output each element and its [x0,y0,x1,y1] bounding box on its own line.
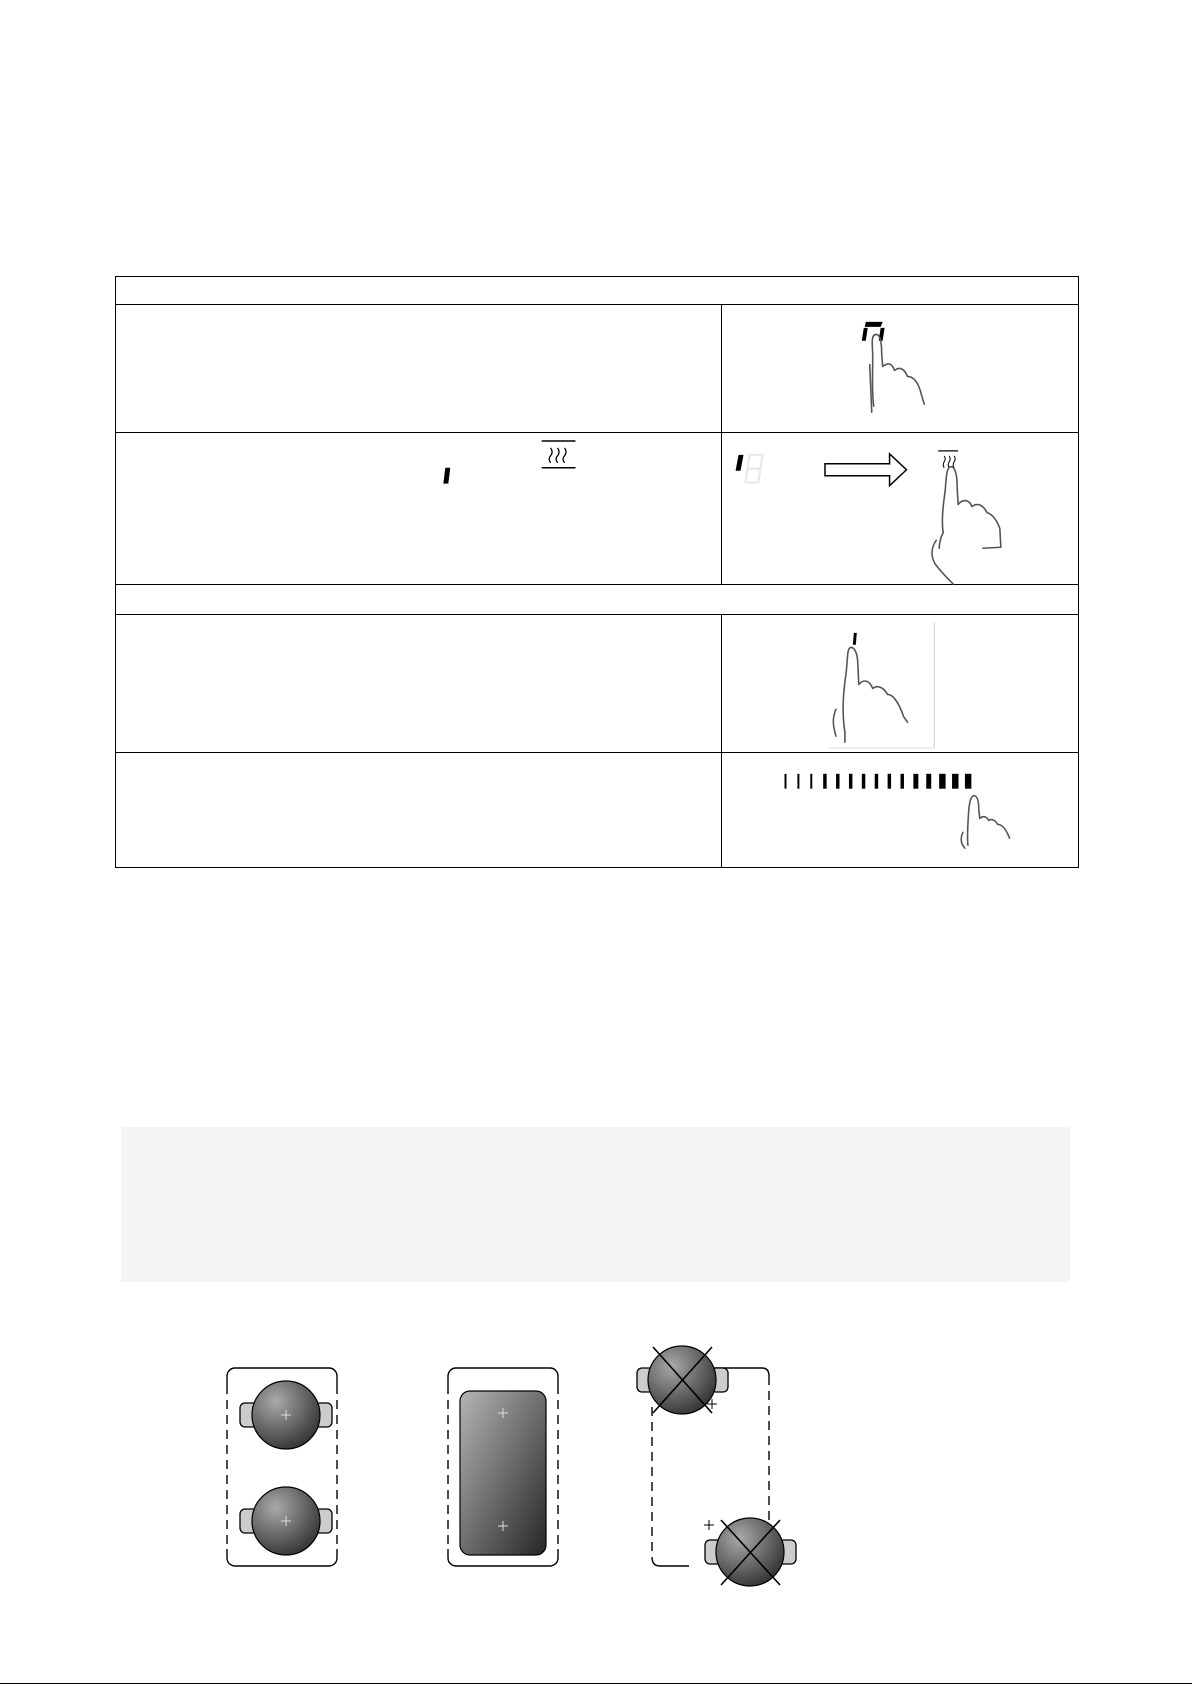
note-box [121,1127,1070,1282]
slider-bar-mark [875,774,878,789]
hand-finger-icon [843,647,907,732]
hand-finger-icon [942,467,1000,549]
inline-symbols [116,433,721,584]
slider-bar-mark [836,774,839,789]
slider-bar-mark [888,774,891,789]
panel-two-pans-offset-wrong [637,1346,796,1586]
slider-bar-mark [823,774,826,789]
slider-bar-mark [926,774,931,789]
slider-bar-mark [952,774,958,789]
slider-bar-mark [797,774,799,789]
slider-bar-mark [849,774,852,789]
step-text-cell [116,753,722,868]
touch-display-1-figure [722,615,1078,752]
slider-bar-mark [785,774,787,789]
hand-finger-icon [872,334,924,406]
slider-bar-figure [722,753,1078,867]
slider-bar-mark [913,774,918,789]
step-figure-cell [722,615,1079,753]
touch-display-n-figure [722,305,1078,432]
slider-bar-mark [900,774,903,789]
slider-bar-mark [939,774,945,789]
pan-icon [240,1487,332,1555]
step-figure-cell [722,305,1079,433]
step-text-cell [116,305,722,433]
slider-bar-mark [965,774,971,789]
footer-rule [0,1683,1192,1684]
power-slider-bars-icon [785,774,972,789]
pan-placement-diagram [215,1345,795,1585]
slider-bar-mark [810,774,812,789]
slider-bar-mark [862,774,865,789]
panel-single-large-pan-correct [448,1368,558,1566]
heat-waves-symbol-icon [542,441,576,468]
instruction-table [115,276,1079,868]
table-section-header-1 [116,277,1079,305]
digit-1-symbol-icon [443,468,450,484]
heat-waves-icon [938,451,958,468]
step-text-cell [116,433,722,585]
pan-icon [240,1381,332,1449]
crossed-pan-icon [704,1518,796,1586]
step-figure-cell [722,433,1079,585]
panel-two-pans-correct [227,1368,337,1566]
display-digit-1-icon [736,455,763,483]
hand-finger-icon [967,796,1009,846]
table-section-header-2 [116,585,1079,615]
crossed-pan-icon [637,1346,728,1414]
display-1-arrow-heat-figure [722,433,1078,584]
step-figure-cell [722,753,1079,868]
display-digit-1-icon [853,633,857,645]
step-text-cell [116,615,722,753]
arrow-right-icon [825,454,906,486]
